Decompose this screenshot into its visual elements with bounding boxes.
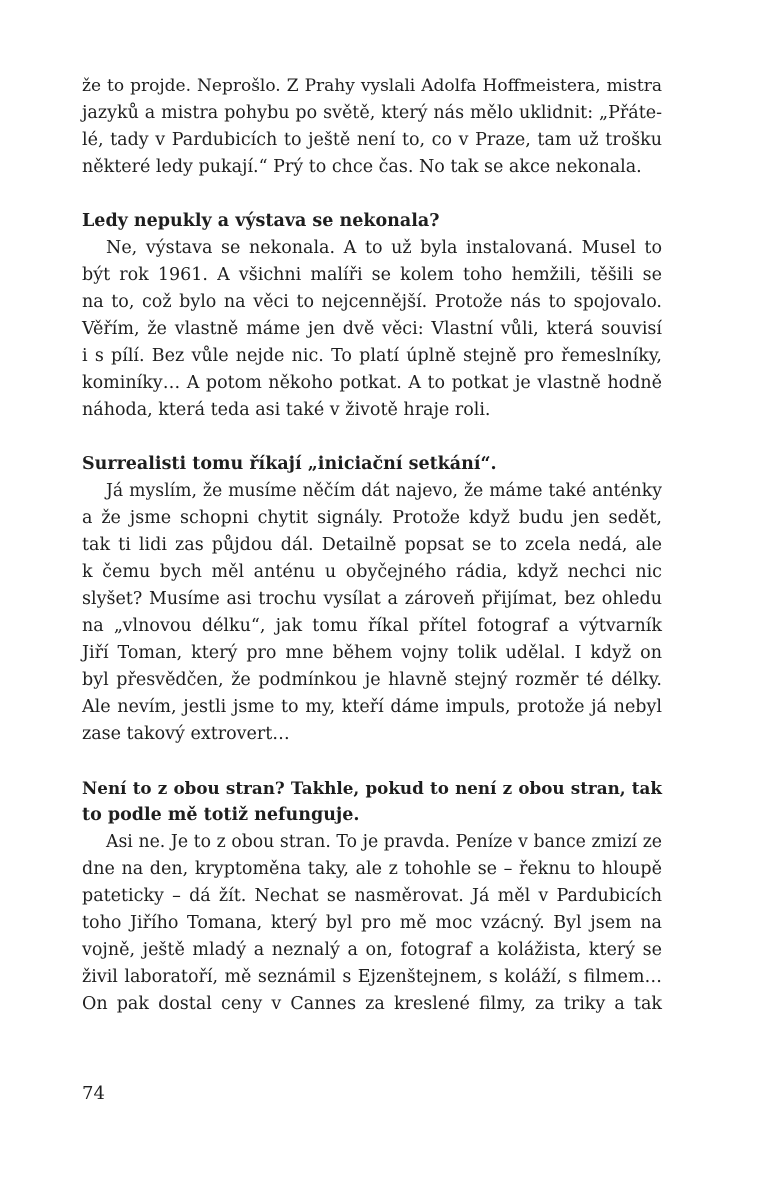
text-line: náhoda, která teda asi také v životě hraje roli. — [82, 400, 491, 420]
text-line: na to, což bylo na věci to nejcennější. Protože nás to spojovalo. — [82, 292, 662, 312]
text-line: živil laboratoří, mě seznámil s Ejzenštejnem, s koláží, s filmem… — [82, 967, 662, 987]
text-line: byl přesvědčen, že podmínkou je hlavně stejný rozměr té délky. — [82, 670, 662, 690]
heading-line: Není to z obou stran? Takhle, pokud to není z obou stran, tak — [82, 778, 662, 798]
text-line: vojně, ještě mladý a neznalý a on, fotograf a kolážista, který se — [82, 940, 662, 960]
text-line: Ne, výstava se nekonala. A to už byla instalovaná. Musel to — [106, 238, 662, 258]
heading-line: Ledy nepukly a výstava se nekonala? — [82, 211, 440, 231]
answer-paragraph — [82, 73, 662, 181]
heading-line: Surrealisti tomu říkají „iniciační setkání“. — [82, 454, 497, 474]
text-line: k čemu bych měl anténu u obyčejného rádia, když nechci nic — [82, 562, 662, 582]
text-line: Já myslím, že musíme něčím dát najevo, že máme také anténky — [106, 481, 662, 501]
question-heading — [82, 775, 662, 829]
answer-paragraph — [82, 235, 662, 424]
text-line: na „vlnovou délku“, jak tomu říkal přítel fotograf a výtvarník — [82, 616, 662, 636]
question-heading — [82, 208, 662, 235]
text-line: Ale nevím, jestli jsme to my, kteří dáme impuls, protože já nebyl — [82, 697, 662, 717]
text-line: že to projde. Neprošlo. Z Prahy vyslali Adolfa Hoffmeistera, mistra — [82, 76, 662, 96]
page-text-block — [82, 73, 662, 1045]
text-line: Asi ne. Je to z obou stran. To je pravda. Peníze v bance zmizí ze — [106, 832, 662, 852]
text-line: Jiří Toman, který pro mne během vojny tolik udělal. I když on — [82, 643, 662, 663]
text-line: některé ledy pukají.“ Prý to chce čas. No tak se akce nekonala. — [82, 157, 642, 177]
text-line: a že jsme schopni chytit signály. Protože když budu jen sedět, — [82, 508, 662, 528]
text-line: On pak dostal ceny v Cannes za kreslené filmy, za triky a tak — [82, 994, 662, 1014]
question-heading — [82, 451, 662, 478]
text-line: lé, tady v Pardubicích to ještě není to, co v Praze, tam už trošku — [82, 130, 662, 150]
text-line: dne na den, kryptoměna taky, ale z tohohle se – řeknu to hloupě — [82, 859, 662, 879]
text-line: jazyků a mistra pohybu po světě, který nás mělo uklidnit: „Přáte- — [82, 103, 662, 123]
answer-paragraph — [82, 478, 662, 748]
answer-paragraph — [82, 829, 662, 1018]
heading-line: to podle mě totiž nefunguje. — [82, 805, 360, 825]
text-line: toho Jiřího Tomana, který byl pro mě moc vzácný. Byl jsem na — [82, 913, 662, 933]
text-line: slyšet? Musíme asi trochu vysílat a zároveň přijímat, bez ohledu — [82, 589, 662, 609]
text-line: tak ti lidi zas půjdou dál. Detailně popsat se to zcela nedá, ale — [82, 535, 662, 555]
text-line: kominíky… A potom někoho potkat. A to potkat je vlastně hodně — [82, 373, 662, 393]
text-line: i s pílí. Bez vůle nejde nic. To platí úplně stejně pro řemeslníky, — [82, 346, 662, 366]
page-number: 74 — [82, 1083, 105, 1104]
text-line: pateticky – dá žít. Nechat se nasměrovat. Já měl v Pardubicích — [82, 886, 662, 906]
text-line: být rok 1961. A všichni malíři se kolem toho hemžili, těšili se — [82, 265, 662, 285]
text-line: zase takový extrovert… — [82, 724, 290, 744]
text-line: Věřím, že vlastně máme jen dvě věci: Vlastní vůli, která souvisí — [82, 319, 662, 339]
